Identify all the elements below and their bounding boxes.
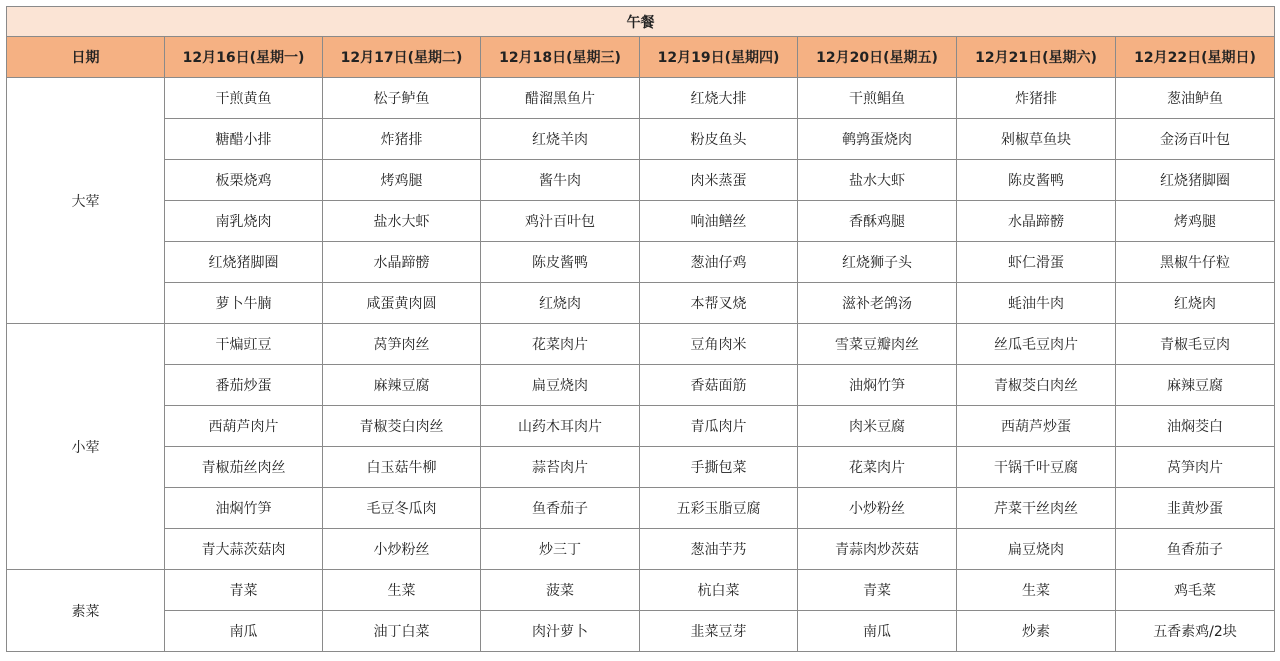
table-row xyxy=(7,242,1275,283)
dish-cell: 油丁白菜 xyxy=(323,611,481,652)
dish-cell: 松子鲈鱼 xyxy=(323,78,481,119)
dish-cell: 陈皮酱鸭 xyxy=(481,242,640,283)
dish-cell: 丝瓜毛豆肉片 xyxy=(957,324,1116,365)
lunch-menu-table xyxy=(6,6,1275,652)
day-header: 12月22日(星期日) xyxy=(1116,37,1275,78)
table-row xyxy=(7,488,1275,529)
table-row xyxy=(7,324,1275,365)
table-row xyxy=(7,160,1275,201)
day-header: 12月21日(星期六) xyxy=(957,37,1116,78)
dish-cell: 生菜 xyxy=(957,570,1116,611)
table-row xyxy=(7,119,1275,160)
dish-cell: 酱牛肉 xyxy=(481,160,640,201)
dish-cell: 板栗烧鸡 xyxy=(165,160,323,201)
dish-cell: 青椒茄丝肉丝 xyxy=(165,447,323,488)
dish-cell: 糖醋小排 xyxy=(165,119,323,160)
dish-cell: 葱油仔鸡 xyxy=(640,242,798,283)
dish-cell: 鸡毛菜 xyxy=(1116,570,1275,611)
dish-cell: 葱油鲈鱼 xyxy=(1116,78,1275,119)
dish-cell: 杭白菜 xyxy=(640,570,798,611)
dish-cell: 番茄炒蛋 xyxy=(165,365,323,406)
dish-cell: 陈皮酱鸭 xyxy=(957,160,1116,201)
dish-cell: 菠菜 xyxy=(481,570,640,611)
dish-cell: 干煎黄鱼 xyxy=(165,78,323,119)
dish-cell: 韭菜豆芽 xyxy=(640,611,798,652)
table-row xyxy=(7,529,1275,570)
dish-cell: 手撕包菜 xyxy=(640,447,798,488)
dish-cell: 滋补老鸽汤 xyxy=(798,283,957,324)
dish-cell: 干煸豇豆 xyxy=(165,324,323,365)
dish-cell: 油焖茭白 xyxy=(1116,406,1275,447)
dish-cell: 炸猪排 xyxy=(323,119,481,160)
dish-cell: 南乳烧肉 xyxy=(165,201,323,242)
dish-cell: 毛豆冬瓜肉 xyxy=(323,488,481,529)
table-row xyxy=(7,201,1275,242)
dish-cell: 鸡汁百叶包 xyxy=(481,201,640,242)
dish-cell: 青蒜肉炒茨菇 xyxy=(798,529,957,570)
header-row xyxy=(7,37,1275,78)
day-header: 12月19日(星期四) xyxy=(640,37,798,78)
dish-cell: 青大蒜茨菇肉 xyxy=(165,529,323,570)
dish-cell: 红烧肉 xyxy=(481,283,640,324)
dish-cell: 响油鳝丝 xyxy=(640,201,798,242)
table-row xyxy=(7,283,1275,324)
dish-cell: 油焖竹笋 xyxy=(798,365,957,406)
dish-cell: 咸蛋黄肉圆 xyxy=(323,283,481,324)
dish-cell: 萝卜牛腩 xyxy=(165,283,323,324)
dish-cell: 红烧狮子头 xyxy=(798,242,957,283)
dish-cell: 烤鸡腿 xyxy=(1116,201,1275,242)
dish-cell: 盐水大虾 xyxy=(323,201,481,242)
day-header: 12月17日(星期二) xyxy=(323,37,481,78)
table-row xyxy=(7,78,1275,119)
dish-cell: 花菜肉片 xyxy=(481,324,640,365)
dish-cell: 黑椒牛仔粒 xyxy=(1116,242,1275,283)
dish-cell: 炒三丁 xyxy=(481,529,640,570)
category-label: 小荤 xyxy=(7,324,165,570)
dish-cell: 金汤百叶包 xyxy=(1116,119,1275,160)
dish-cell: 西葫芦肉片 xyxy=(165,406,323,447)
table-row xyxy=(7,447,1275,488)
dish-cell: 芹菜干丝肉丝 xyxy=(957,488,1116,529)
dish-cell: 麻辣豆腐 xyxy=(1116,365,1275,406)
dish-cell: 莴笋肉片 xyxy=(1116,447,1275,488)
dish-cell: 莴笋肉丝 xyxy=(323,324,481,365)
dish-cell: 青瓜肉片 xyxy=(640,406,798,447)
dish-cell: 红烧肉 xyxy=(1116,283,1275,324)
dish-cell: 肉米蒸蛋 xyxy=(640,160,798,201)
dish-cell: 肉米豆腐 xyxy=(798,406,957,447)
dish-cell: 炸猪排 xyxy=(957,78,1116,119)
dish-cell: 青菜 xyxy=(165,570,323,611)
dish-cell: 白玉菇牛柳 xyxy=(323,447,481,488)
dish-cell: 干锅千叶豆腐 xyxy=(957,447,1116,488)
dish-cell: 葱油芋艿 xyxy=(640,529,798,570)
dish-cell: 雪菜豆瓣肉丝 xyxy=(798,324,957,365)
dish-cell: 麻辣豆腐 xyxy=(323,365,481,406)
dish-cell: 香菇面筋 xyxy=(640,365,798,406)
dish-cell: 小炒粉丝 xyxy=(798,488,957,529)
dish-cell: 青椒茭白肉丝 xyxy=(957,365,1116,406)
dish-cell: 南瓜 xyxy=(165,611,323,652)
dish-cell: 鹌鹑蛋烧肉 xyxy=(798,119,957,160)
dish-cell: 小炒粉丝 xyxy=(323,529,481,570)
dish-cell: 豆角肉米 xyxy=(640,324,798,365)
menu-title: 午餐 xyxy=(7,7,1275,37)
dish-cell: 炒素 xyxy=(957,611,1116,652)
dish-cell: 肉汁萝卜 xyxy=(481,611,640,652)
dish-cell: 西葫芦炒蛋 xyxy=(957,406,1116,447)
dish-cell: 水晶蹄髈 xyxy=(323,242,481,283)
dish-cell: 醋溜黑鱼片 xyxy=(481,78,640,119)
dish-cell: 山药木耳肉片 xyxy=(481,406,640,447)
dish-cell: 剁椒草鱼块 xyxy=(957,119,1116,160)
dish-cell: 红烧大排 xyxy=(640,78,798,119)
category-label: 素菜 xyxy=(7,570,165,652)
category-label: 大荤 xyxy=(7,78,165,324)
dish-cell: 红烧羊肉 xyxy=(481,119,640,160)
dish-cell: 扁豆烧肉 xyxy=(481,365,640,406)
day-header: 12月18日(星期三) xyxy=(481,37,640,78)
title-row xyxy=(7,7,1275,37)
dish-cell: 青菜 xyxy=(798,570,957,611)
dish-cell: 粉皮鱼头 xyxy=(640,119,798,160)
day-header: 12月20日(星期五) xyxy=(798,37,957,78)
dish-cell: 韭黄炒蛋 xyxy=(1116,488,1275,529)
dish-cell: 香酥鸡腿 xyxy=(798,201,957,242)
menu-sheet xyxy=(6,6,1274,652)
table-row xyxy=(7,570,1275,611)
table-row xyxy=(7,365,1275,406)
dish-cell: 虾仁滑蛋 xyxy=(957,242,1116,283)
table-row xyxy=(7,611,1275,652)
dish-cell: 水晶蹄髈 xyxy=(957,201,1116,242)
dish-cell: 蚝油牛肉 xyxy=(957,283,1116,324)
day-header: 12月16日(星期一) xyxy=(165,37,323,78)
dish-cell: 青椒茭白肉丝 xyxy=(323,406,481,447)
dish-cell: 盐水大虾 xyxy=(798,160,957,201)
dish-cell: 鱼香茄子 xyxy=(481,488,640,529)
dish-cell: 花菜肉片 xyxy=(798,447,957,488)
dish-cell: 蒜苔肉片 xyxy=(481,447,640,488)
dish-cell: 红烧猪脚圈 xyxy=(165,242,323,283)
dish-cell: 南瓜 xyxy=(798,611,957,652)
dish-cell: 生菜 xyxy=(323,570,481,611)
dish-cell: 干煎鲳鱼 xyxy=(798,78,957,119)
dish-cell: 青椒毛豆肉 xyxy=(1116,324,1275,365)
dish-cell: 五香素鸡/2块 xyxy=(1116,611,1275,652)
dish-cell: 烤鸡腿 xyxy=(323,160,481,201)
table-row xyxy=(7,406,1275,447)
dish-cell: 五彩玉脂豆腐 xyxy=(640,488,798,529)
dish-cell: 油焖竹笋 xyxy=(165,488,323,529)
dish-cell: 扁豆烧肉 xyxy=(957,529,1116,570)
dish-cell: 本帮叉烧 xyxy=(640,283,798,324)
dish-cell: 鱼香茄子 xyxy=(1116,529,1275,570)
date-header: 日期 xyxy=(7,37,165,78)
dish-cell: 红烧猪脚圈 xyxy=(1116,160,1275,201)
